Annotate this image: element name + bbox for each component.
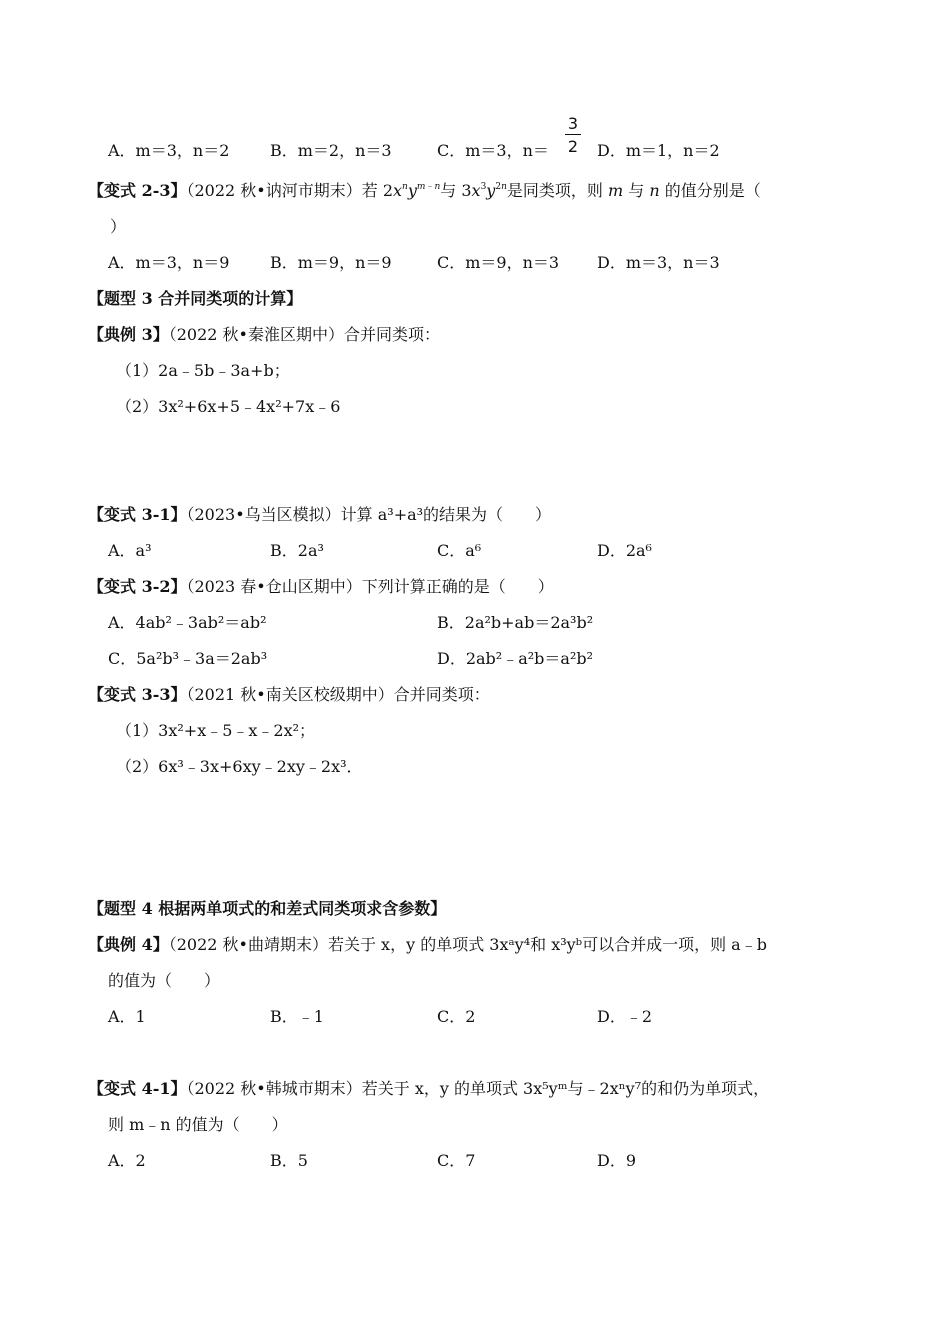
ex4-stem <box>88 934 767 956</box>
option-d: D．2a⁶ <box>597 541 652 560</box>
stem-text: 计算 a³+a³的结果为（ ） <box>340 505 552 524</box>
option-d: D．﹣2 <box>597 1007 653 1026</box>
question-label: 【变式 3-2】 <box>88 577 187 596</box>
q2-2-options <box>0 140 950 162</box>
q3-2-options-row2 <box>0 648 950 670</box>
option-d: D．m＝3，n＝3 <box>597 253 720 272</box>
fraction-bar <box>565 134 581 135</box>
fraction-numerator: 3 <box>567 114 579 133</box>
option-c: C．2 <box>437 1007 476 1026</box>
question-source: （2022 秋•讷河市期末） <box>186 181 362 200</box>
option-c: C．7 <box>437 1151 476 1170</box>
ex3-part-2: （2）3x²+6x+5﹣4x²+7x﹣6 <box>116 397 341 416</box>
q2-3-stem: 【变式 2-3】（2022 秋•讷河市期末）若 $2x^ny^{m﹣n}$与 $3x^3y^{2n}$是同类项，则 m 与 n 的值分别是（ <box>88 181 761 200</box>
q3-1-options <box>0 540 950 562</box>
stem-text: 的值分别是（ <box>664 181 761 200</box>
option-b: B．m＝9，n＝9 <box>270 253 392 272</box>
q4-1-options <box>0 1150 950 1172</box>
stem-text: 若关于 x，y 的单项式 3xᵃy⁴和 x³yᵇ可以合并成一项，则 a﹣b <box>327 935 767 954</box>
question-source: （2023•乌当区模拟） <box>186 505 341 524</box>
section-title-3: 【题型 3 合并同类项的计算】 <box>88 289 303 308</box>
option-a: A．1 <box>108 1007 146 1026</box>
q3-3-part-2: （2）6x³﹣3x+6xy﹣2xy﹣2x³． <box>116 757 363 776</box>
question-source: （2023 春•仓山区期中） <box>186 577 362 596</box>
ex3-part-1: （1）2a﹣5b﹣3a+b； <box>116 361 290 380</box>
option-a: A．4ab²﹣3ab²＝ab² <box>108 613 267 632</box>
question-label: 【变式 4-1】 <box>88 1079 187 1098</box>
option-a: A．m＝3，n＝9 <box>108 253 230 272</box>
q4-1-stem-cont: 则 m﹣n 的值为（ ） <box>108 1115 288 1134</box>
question-label: 【变式 2-3】 <box>88 181 187 200</box>
stem-text: 下列计算正确的是（ ） <box>361 577 554 596</box>
stem-text: 合并同类项： <box>393 685 490 704</box>
option-d: D．m＝1，n＝2 <box>597 141 720 160</box>
question-label: 【变式 3-1】 <box>88 505 187 524</box>
option-a: A．2 <box>108 1151 146 1170</box>
question-label: 【典例 4】 <box>88 935 169 954</box>
stem-text: 与 3 <box>440 181 472 200</box>
q3-2-options-row1 <box>0 612 950 634</box>
question-source: （2022 秋•韩城市期末） <box>186 1079 362 1098</box>
option-d: D．9 <box>597 1151 637 1170</box>
option-c: C．5a²b³﹣3a＝2ab³ <box>108 649 268 668</box>
q3-2-stem <box>88 576 554 598</box>
ex4-options <box>0 1006 950 1028</box>
q4-1-stem <box>88 1078 769 1100</box>
fraction-denominator: 2 <box>567 137 579 156</box>
q3-1-stem <box>88 504 551 526</box>
option-a: A．a³ <box>108 541 152 560</box>
stem-text: 若 2 <box>361 181 394 200</box>
ex3-stem <box>88 324 440 346</box>
question-source: （2021 秋•南关区校级期中） <box>186 685 394 704</box>
stem-text: 与 <box>628 181 645 200</box>
q2-3-stem-cont: ） <box>110 217 127 236</box>
question-label: 【典例 3】 <box>88 325 169 344</box>
option-c: C．m＝3，n＝ <box>437 141 549 160</box>
option-c: C．a⁶ <box>437 541 482 560</box>
question-source: （2022 秋•秦淮区期中） <box>168 325 344 344</box>
ex4-stem-cont: 的值为（ ） <box>108 971 221 990</box>
option-b: B．m＝2，n＝3 <box>270 141 392 160</box>
question-source: （2022 秋•曲靖期末） <box>168 935 328 954</box>
option-b: B．5 <box>270 1151 308 1170</box>
option-d: D．2ab²﹣a²b＝a²b² <box>437 649 594 668</box>
stem-text: 是同类项，则 <box>506 181 603 200</box>
option-c: C．m＝9，n＝3 <box>437 253 560 272</box>
option-a: A．m＝3，n＝2 <box>108 141 230 160</box>
stem-text: 合并同类项： <box>343 325 440 344</box>
q2-3-options <box>0 252 950 274</box>
section-title-4: 【题型 4 根据两单项式的和差式同类项求含参数】 <box>88 899 447 918</box>
q3-3-stem <box>88 684 490 706</box>
option-b: B．2a³ <box>270 541 324 560</box>
option-b: B．﹣1 <box>270 1007 324 1026</box>
option-b: B．2a²b+ab＝2a³b² <box>437 613 594 632</box>
q3-3-part-1: （1）3x²+x﹣5﹣x﹣2x²； <box>116 721 316 740</box>
stem-text: 若关于 x，y 的单项式 3x⁵yᵐ与﹣2xⁿy⁷的和仍为单项式， <box>361 1079 770 1098</box>
question-label: 【变式 3-3】 <box>88 685 187 704</box>
